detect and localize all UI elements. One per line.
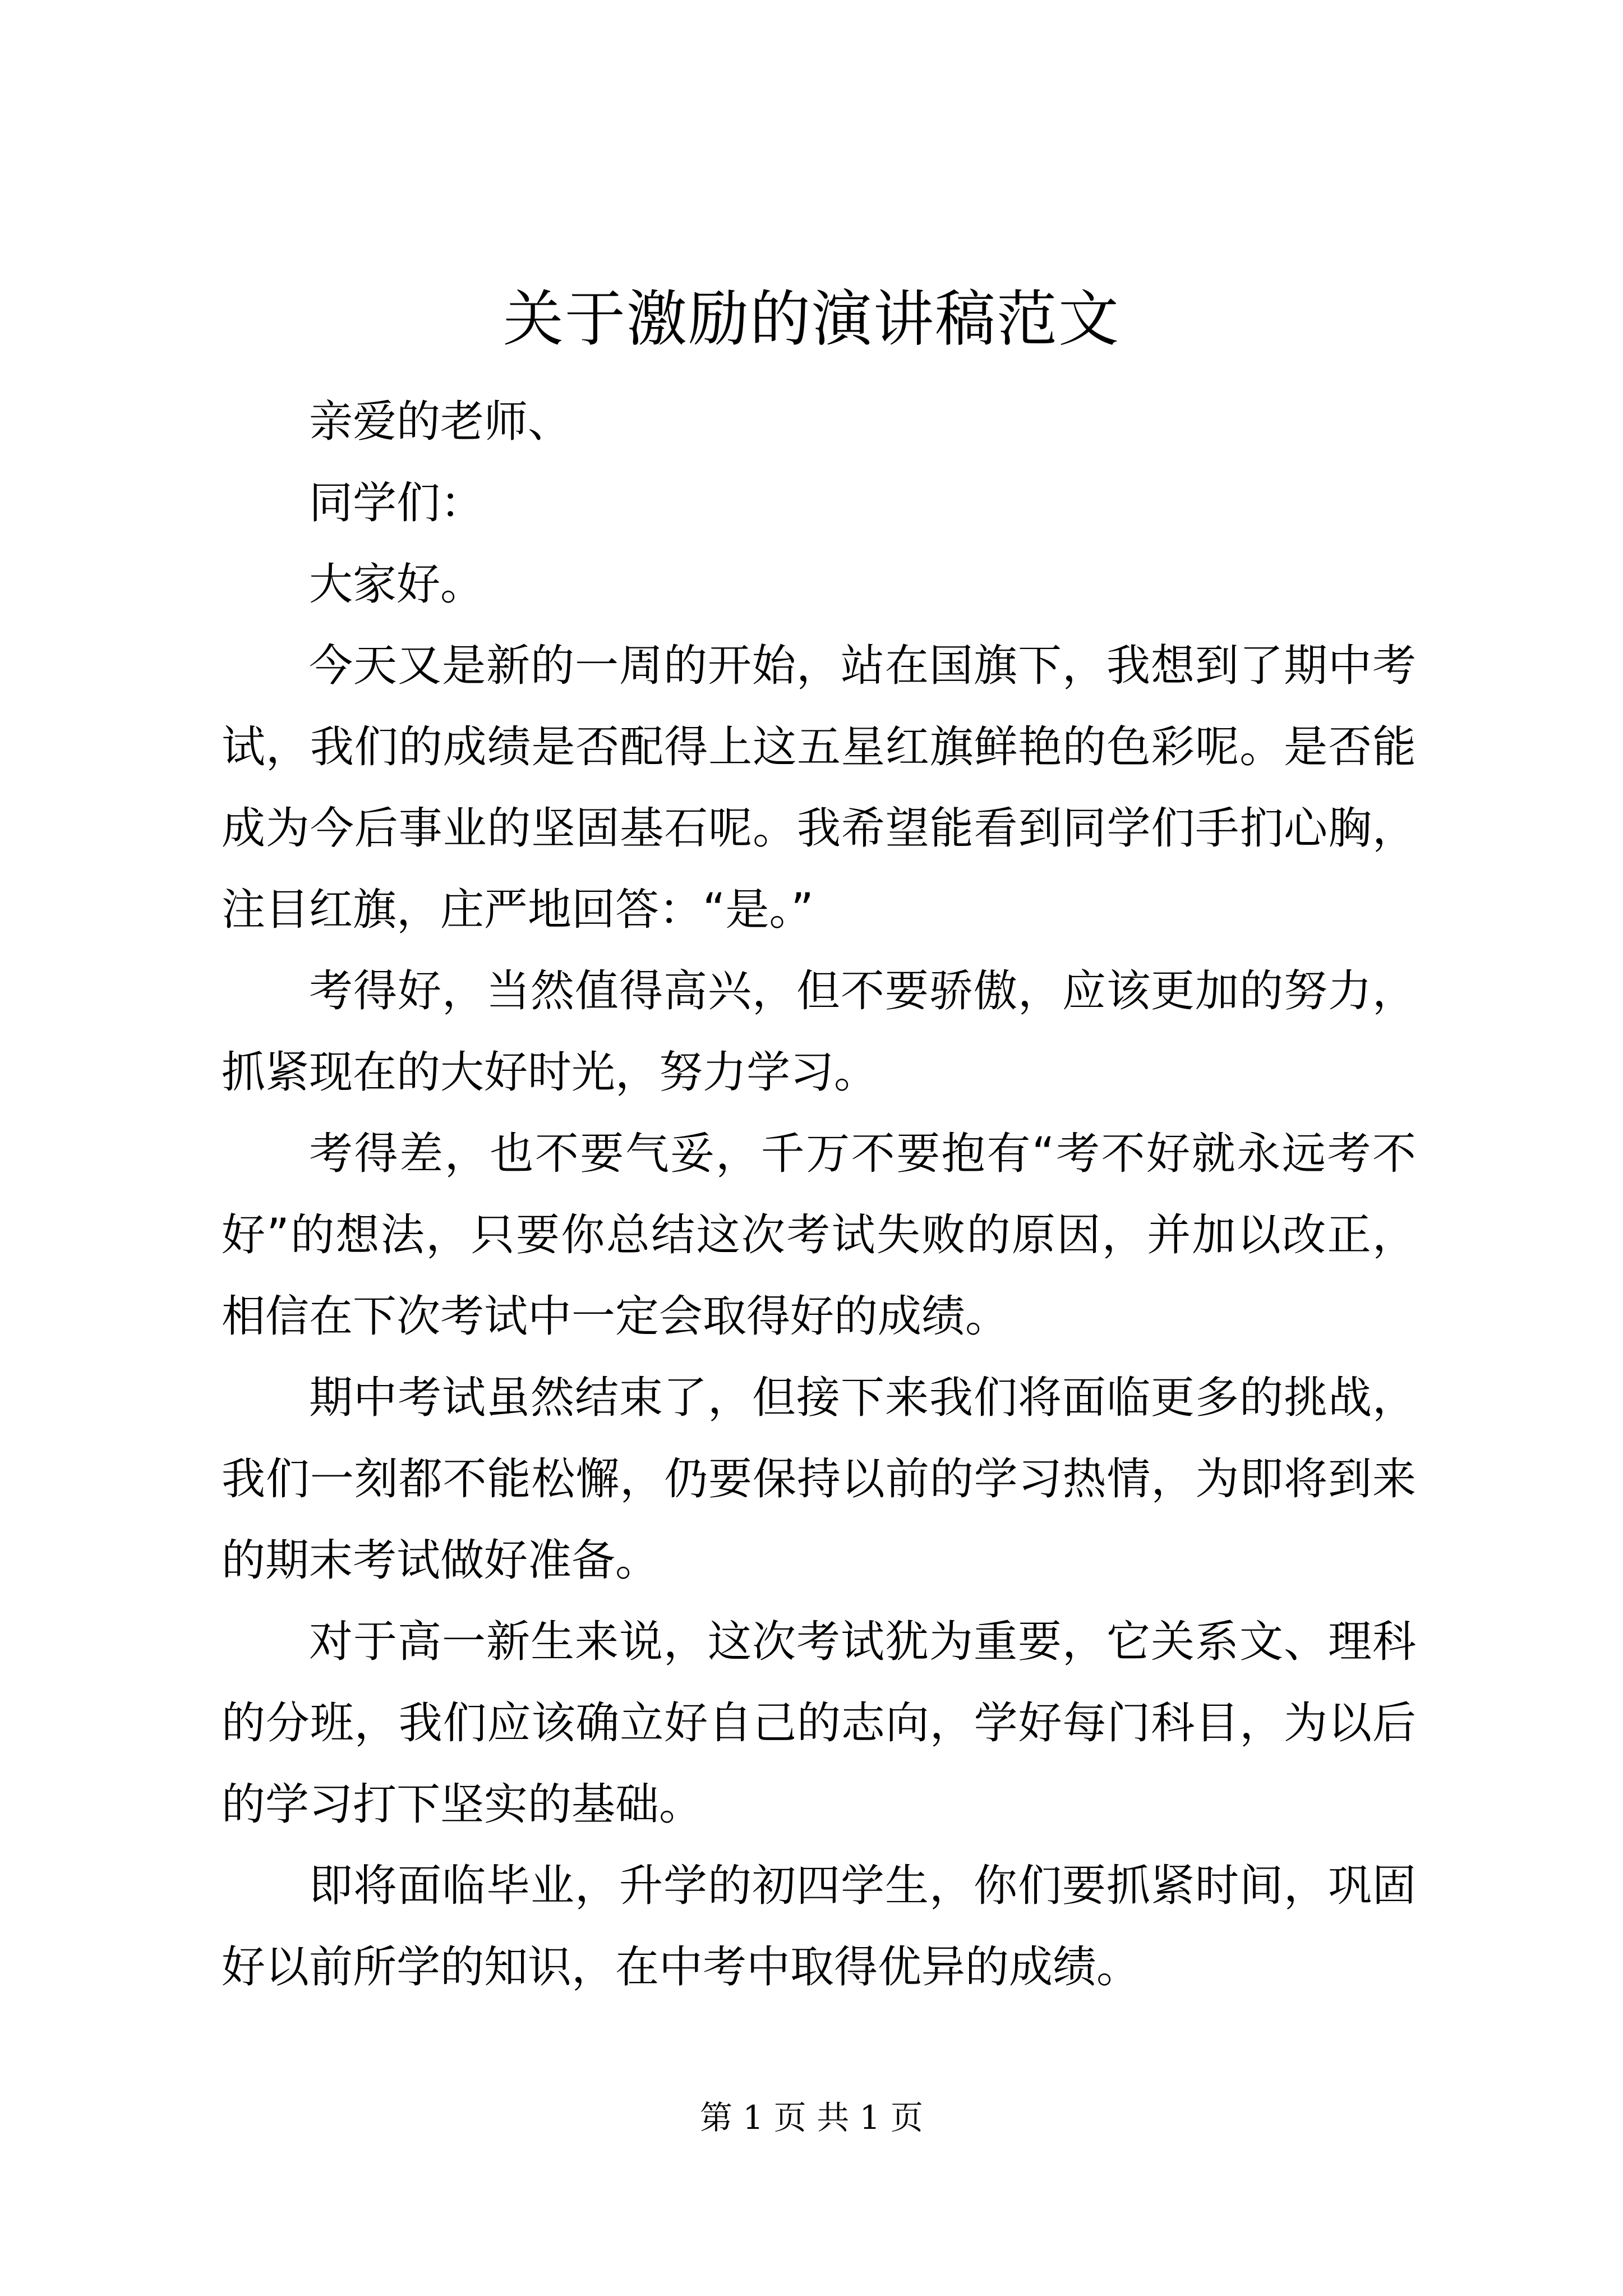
paragraph: 大家好。 — [309, 559, 485, 610]
paragraph: 对于高一新生来说，这次考试犹为重要，它关系文、理科的分班，我们应该确立好自己的志向，学好每门科目，为以后的学习打下坚实的基础。 — [222, 1617, 1416, 1830]
paragraph: 同学们： — [309, 478, 485, 528]
document-body — [222, 381, 1416, 2008]
paragraph: 即将面临毕业，升学的初四学生，你们要抓紧时间，巩固好以前所学的知识，在中考中取得优异的成绩。 — [222, 1861, 1416, 1993]
page-footer: 第 1 页 共 1 页 — [700, 2099, 923, 2137]
paragraph: 期中考试虽然结束了，但接下来我们将面临更多的挑战，我们一刻都不能松懈，仍要保持以前的学习热情，为即将到来的期末考试做好准备。 — [222, 1373, 1416, 1586]
document-title: 关于激励的演讲稿范文 — [502, 284, 1120, 355]
paragraph: 考得差，也不要气妥，千万不要抱有“考不好就永远考不好”的想法，只要你总结这次考试失败的原因，并加以改正，相信在下次考试中一定会取得好的成绩。 — [222, 1129, 1416, 1342]
paragraph: 亲爱的老师、 — [309, 397, 572, 447]
paragraph: 今天又是新的一周的开始，站在国旗下，我想到了期中考试，我们的成绩是否配得上这五星红旗鲜艳的色彩呢。是否能成为今后事业的坚固基石呢。我希望能看到同学们手扪心胸，注目红旗，庄严地回答：“是。” — [222, 641, 1416, 935]
paragraph: 考得好，当然值得高兴，但不要骄傲，应该更加的努力，抓紧现在的大好时光，努力学习。 — [222, 966, 1416, 1098]
